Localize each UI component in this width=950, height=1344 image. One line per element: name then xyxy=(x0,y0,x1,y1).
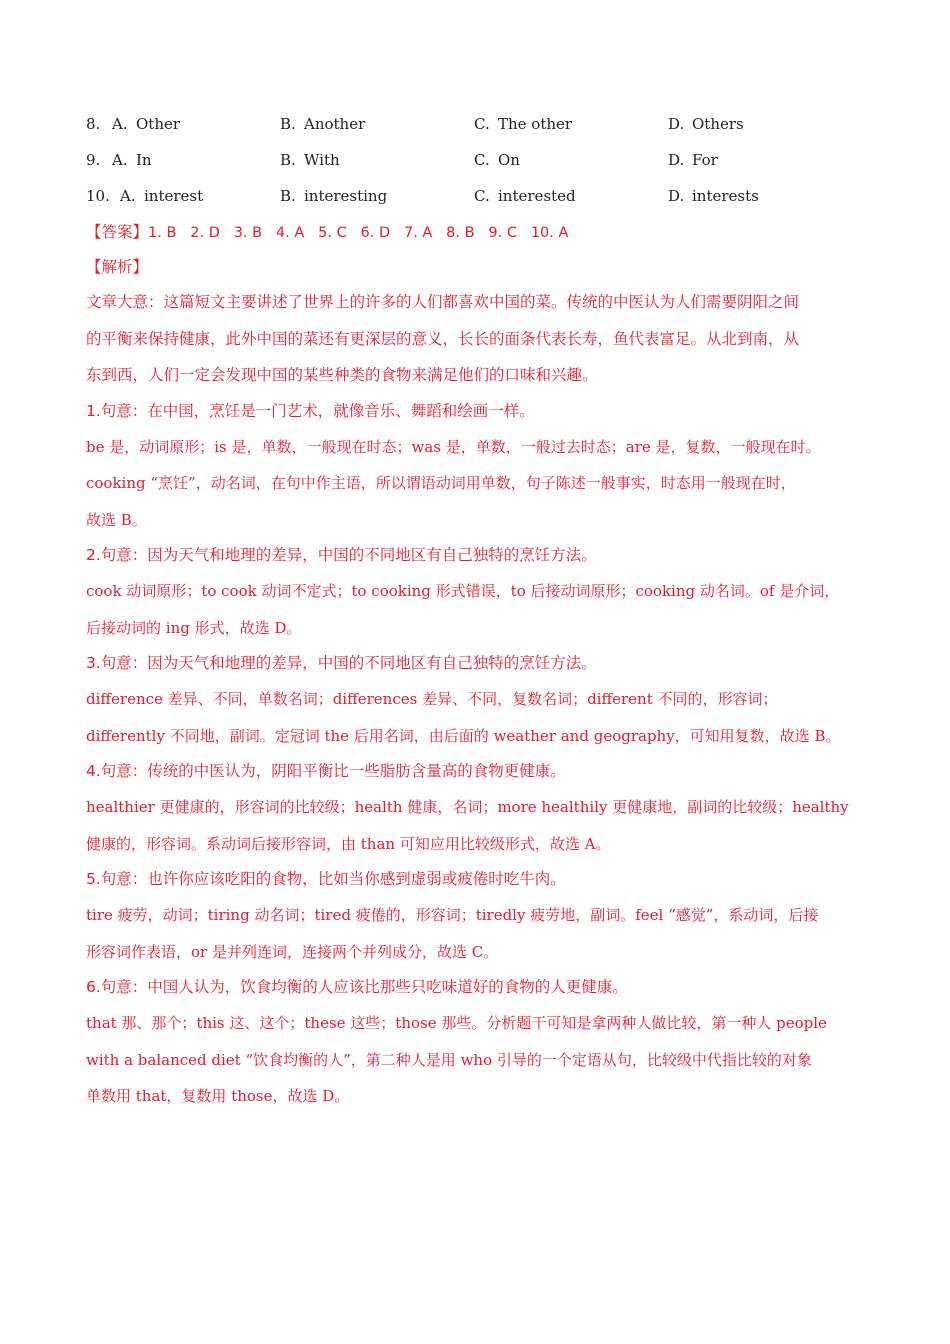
answer-item: 3. B xyxy=(233,225,263,241)
answer-item: 4. A xyxy=(275,225,305,241)
option-b: B. With xyxy=(280,151,340,169)
answer-item: 7. A xyxy=(403,225,433,241)
answer-item: 8. B xyxy=(446,225,475,241)
option-a: A. In xyxy=(112,151,152,169)
question-5-title: 5.句意：也许你应该吃阳的食物，比如当你感到虚弱或疲倦时吃牛肉。 xyxy=(86,870,566,888)
option-row-10 xyxy=(86,178,876,214)
question-3-title: 3.句意：因为天气和地理的差异，中国的不同地区有自己独特的烹饪方法。 xyxy=(86,654,597,672)
answer-item: 2. D xyxy=(190,225,220,241)
question-6-line: that 那、那个；this 这、这个；these 这些；those 那些。分析题干可知是拿两种人做比较，第一种人 people xyxy=(86,1014,827,1032)
question-6-title: 6.句意：中国人认为，饮食均衡的人应该比那些只吃味道好的食物的人更健康。 xyxy=(86,978,628,996)
option-a: A. Other xyxy=(112,115,181,133)
question-4-line: healthier 更健康的，形容词的比较级；health 健康，名词；more healthily 更健康地，副词的比较级；healthy xyxy=(86,798,849,816)
answer-item: 9. C xyxy=(488,225,517,241)
option-row-9 xyxy=(86,142,876,178)
question-2-line: 后接动词的 ing 形式，故选 D。 xyxy=(86,618,302,637)
page-content xyxy=(86,106,876,1115)
summary-line: 东到西，人们一定会发现中国的某些种类的食物来满足他们的口味和兴趣。 xyxy=(86,366,598,384)
option-d: D. Others xyxy=(668,115,744,133)
question-2-title: 2.句意：因为天气和地理的差异，中国的不同地区有自己独特的烹饪方法。 xyxy=(86,546,597,564)
question-1-line: be 是，动词原形；is 是，单数，一般现在时态；was 是，单数，一般过去时态；are 是，复数，一般现在时。 xyxy=(86,437,821,456)
answer-item: 6. D xyxy=(360,225,391,241)
option-c: C. The other xyxy=(474,115,573,133)
answer-label: 【答案】 xyxy=(86,223,149,241)
option-d: D. For xyxy=(668,151,718,169)
question-3-line: differently 不同地，副词。定冠词 the 后用名词，由后面的 weather and geography，可知用复数，故选 B。 xyxy=(86,726,841,745)
summary-line: 文章大意：这篇短文主要讲述了世界上的许多的人们都喜欢中国的菜。传统的中医认为人们需要阴阳之间 xyxy=(86,293,800,311)
question-1-line: 故选 B。 xyxy=(86,510,147,529)
question-5-line: 形容词作表语，or 是并列连词，连接两个并列成分，故选 C。 xyxy=(86,942,499,961)
option-row-8 xyxy=(86,106,876,142)
question-number: 9. xyxy=(86,151,101,169)
answer-item: 5. C xyxy=(318,225,347,241)
question-4-title: 4.句意：传统的中医认为，阴阳平衡比一些脂肪含量高的食物更健康。 xyxy=(86,762,566,780)
summary-line: 的平衡来保持健康，此外中国的菜还有更深层的意义，长长的面条代表长寿，鱼代表富足。从北到南，从 xyxy=(86,329,800,348)
question-6-line: 单数用 that，复数用 those，故选 D。 xyxy=(86,1087,350,1105)
question-6-line: with a balanced diet “饮食均衡的人”，第二种人是用 who 引导的一个定语从句，比较级中代指比较的对象 xyxy=(86,1050,812,1069)
answer-line xyxy=(86,214,876,250)
answer-item: 10. A xyxy=(530,225,569,241)
analysis-label: 【解析】 xyxy=(86,258,149,276)
option-c: C. interested xyxy=(474,187,576,205)
option-b: B. Another xyxy=(280,115,366,133)
question-number: 8. xyxy=(86,115,101,133)
answer-item: 1. B xyxy=(148,225,177,241)
question-4-line: 健康的，形容词。系动词后接形容词，由 than 可知应用比较级形式，故选 A。 xyxy=(86,834,611,853)
option-a: A. interest xyxy=(120,187,204,205)
question-1-title: 1.句意：在中国，烹饪是一门艺术，就像音乐、舞蹈和绘画一样。 xyxy=(86,401,535,420)
question-number: 10. xyxy=(86,187,110,205)
question-5-line: tire 疲劳，动词；tiring 动名词；tired 疲倦的，形容词；tiredly 疲劳地，副词。feel “感觉”，系动词，后接 xyxy=(86,906,819,924)
question-2-line: cook 动词原形；to cook 动词不定式；to cooking 形式错误，to 后接动词原形；cooking 动名词。of 是介词， xyxy=(86,582,840,600)
option-b: B. interesting xyxy=(280,187,388,205)
option-c: C. On xyxy=(474,151,520,169)
question-1-line: cooking “烹饪”，动名词，在句中作主语，所以谓语动词用单数，句子陈述一般事实，时态用一般现在时， xyxy=(86,474,796,492)
option-d: D. interests xyxy=(668,187,759,205)
question-3-line: difference 差异、不同，单数名词；differences 差异、不同，复数名词；different 不同的，形容词； xyxy=(86,690,778,708)
